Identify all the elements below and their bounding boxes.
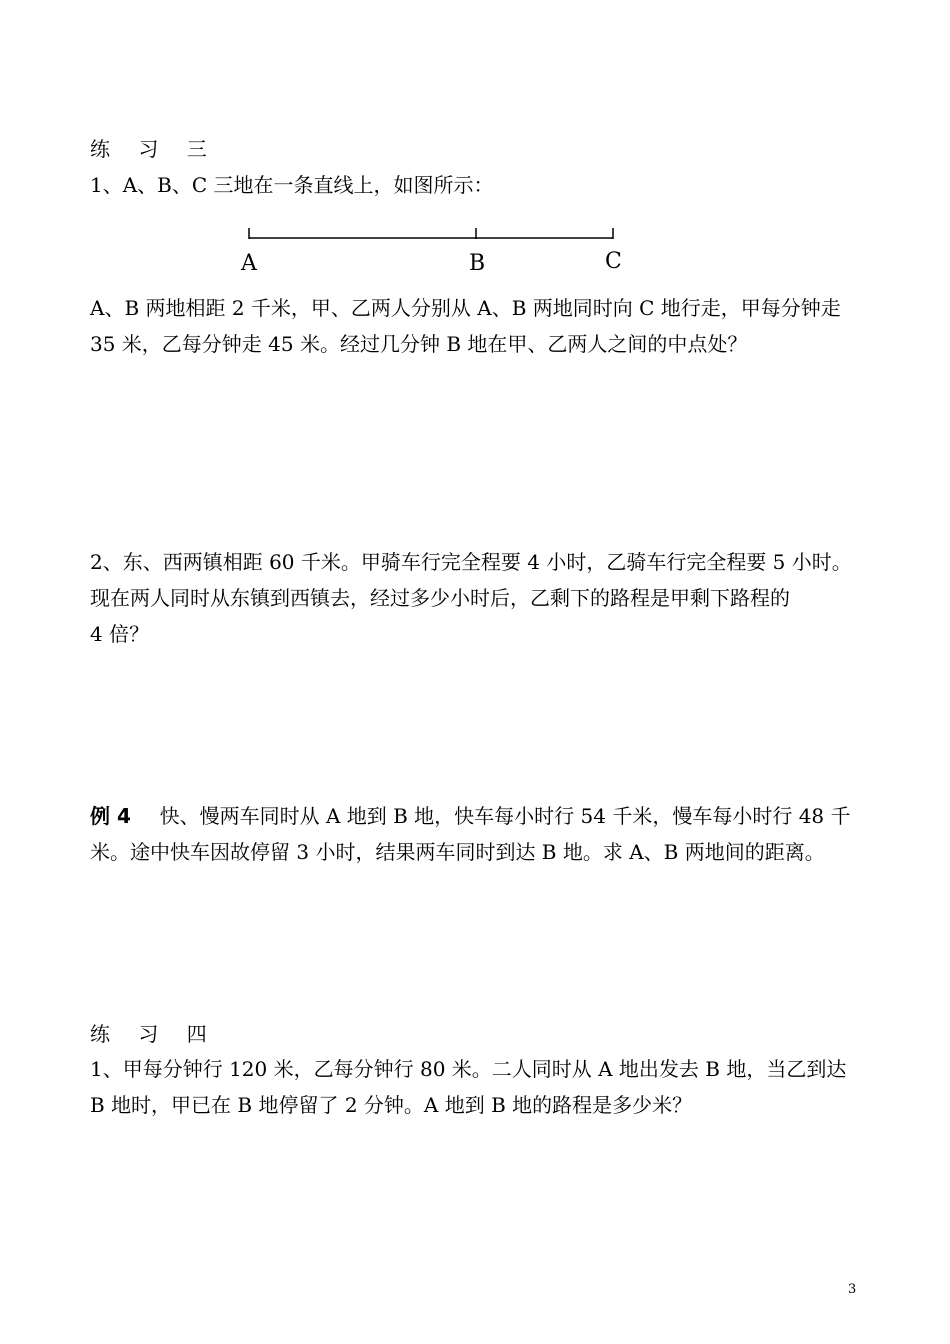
section3-heading: [90, 136, 229, 162]
label-a: A: [241, 251, 257, 276]
section4-heading-char: 四: [186, 1022, 207, 1046]
example4-text1: 快、慢两车同时从 A 地到 B 地，快车每小时行 54 千米，慢车每小时行 48 千: [159, 804, 851, 828]
section3-heading-char: 习: [138, 137, 159, 161]
page-number: 3: [848, 1282, 857, 1297]
label-b: B: [469, 251, 486, 276]
example4-line2: 米。途中快车因故停留 3 小时，结果两车同时到达 B 地。求 A、B 两地间的距离。: [90, 840, 825, 864]
s3-q2-line1: 2、东、西两镇相距 60 千米。甲骑车行完全程要 4 小时，乙骑车行完全程要 5 小时。: [90, 550, 852, 574]
s3-q2-line3: 4 倍？: [90, 622, 150, 646]
example4-label: 例 4: [90, 804, 131, 828]
s3-q1-line1: A、B 两地相距 2 千米，甲、乙两人分别从 A、B 两地同时向 C 地行走，甲每分钟走: [90, 296, 841, 320]
label-c: C: [605, 249, 622, 274]
section4-heading-char: 练: [90, 1022, 110, 1046]
section4-heading: [90, 1021, 229, 1047]
s3-q2-line2: 现在两人同时从东镇到西镇去，经过多少小时后，乙剩下的路程是甲剩下路程的: [90, 586, 790, 610]
example4-line1: [90, 803, 851, 829]
s4-q1-line2: B 地时，甲已在 B 地停留了 2 分钟。A 地到 B 地的路程是多少米？: [90, 1093, 693, 1117]
section3-heading-char: 练: [90, 137, 110, 161]
s3-q1-intro: 1、A、B、C 三地在一条直线上，如图所示：: [90, 173, 494, 197]
section4-heading-char: 习: [138, 1022, 159, 1046]
s4-q1-line1: 1、甲每分钟行 120 米，乙每分钟行 80 米。二人同时从 A 地出发去 B 地，当乙到达: [90, 1057, 847, 1081]
s3-q1-line2: 35 米，乙每分钟走 45 米。经过几分钟 B 地在甲、乙两人之间的中点处？: [90, 332, 748, 356]
abc-line-diagram: [235, 222, 635, 282]
section3-heading-char: 三: [186, 137, 207, 161]
